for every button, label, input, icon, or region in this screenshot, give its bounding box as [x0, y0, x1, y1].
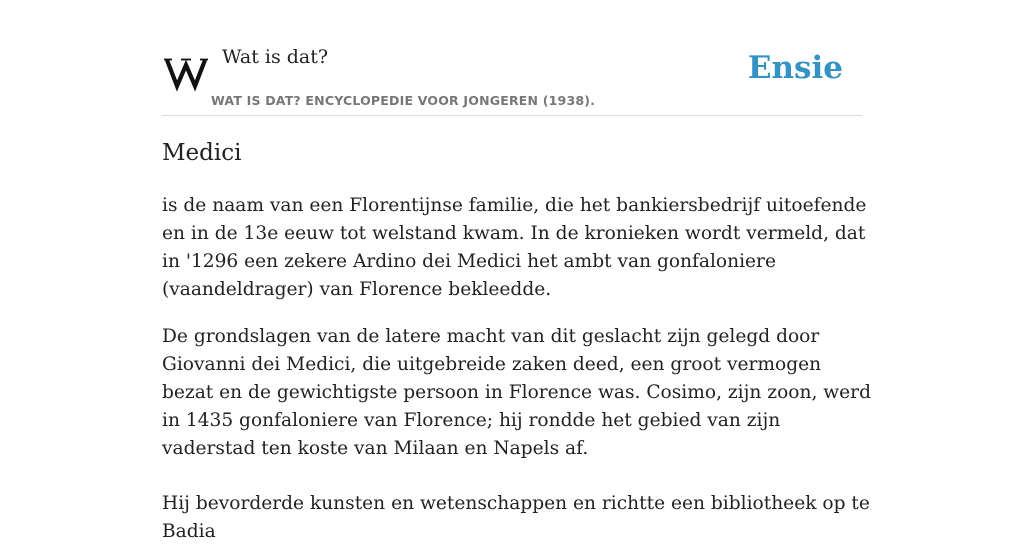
- source-header: [162, 0, 862, 116]
- ensie-logo-link[interactable]: Ensie: [747, 50, 843, 86]
- paragraph: De grondslagen van de latere macht van dit geslacht zijn gelegd door Giovanni dei Medici, die uitgebreide zaken deed, een groot vermogen bezat en de gewichtigste persoon in Florence was. Cosimo, zijn zoon, werd in 1435 gonfaloniere van Florence; hij rondde het gebied van zijn vaderstad ten koste van Milaan en Napels af.: [162, 326, 871, 459]
- book-subtitle: WAT IS DAT? ENCYCLOPEDIE VOOR JONGEREN (1938).: [211, 93, 596, 108]
- entry-content: [162, 192, 872, 546]
- paragraph: Hij bevorderde kunsten en wetenschappen en richtte een bibliotheek op te Badia: [162, 493, 870, 542]
- wikipedia-w-icon[interactable]: [164, 51, 208, 91]
- paragraph: is de naam van een Florentijnse familie, die het bankiersbedrijf uitoefende en in de 13e eeuw tot welstand kwam. In de kronieken wordt vermeld, dat in '1296 een zekere Ardino dei Medici het ambt van gonfaloniere (vaandeldrager) van Florence bekleedde.: [162, 195, 867, 300]
- entry-title: Medici: [162, 140, 242, 166]
- page-container: [162, 0, 871, 542]
- book-title[interactable]: Wat is dat?: [222, 46, 329, 68]
